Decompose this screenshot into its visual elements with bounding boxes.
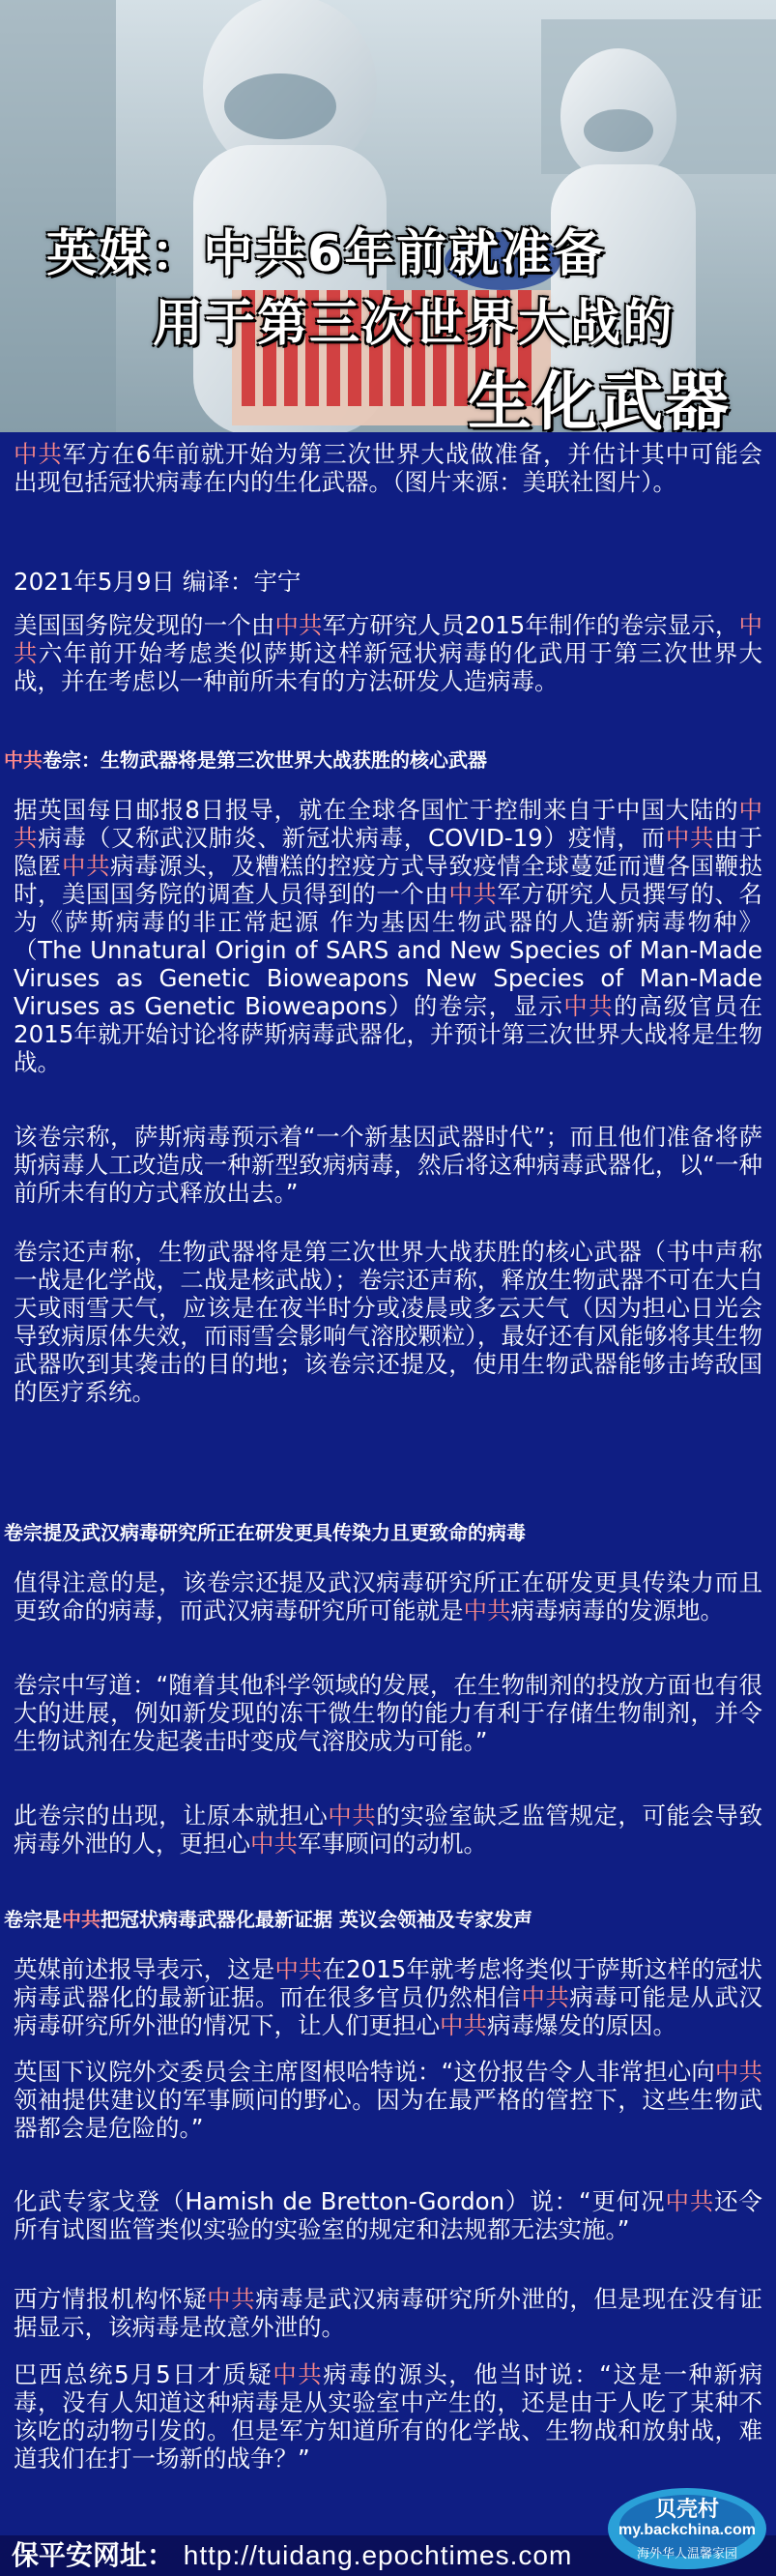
byline: 2021年5月9日 编译：宇宁 — [14, 568, 302, 596]
highlight-term: 中共 — [463, 1596, 511, 1625]
logo-text-url: my.backchina.com — [618, 2522, 756, 2538]
highlight-term: 中共 — [448, 880, 498, 908]
footer-label: 保平安网址： — [12, 2539, 175, 2571]
highlight-term: 中共 — [274, 611, 323, 639]
hero-title-line2: 用于第三次世界大战的 — [153, 295, 675, 353]
backchina-logo — [605, 2485, 769, 2572]
article-paragraph: 据英国每日邮报8日报导，就在全球各国忙于控制来自于中国大陆的中共病毒（又称武汉肺炎、新冠状病毒，COVID-19）疫情，而中共由于隐匿中共病毒源头，及糟糕的控疫方式导致疫情全球蔓延而遭各国鞭挞时，美国国务院的调查人员得到的一个由中共军方研究人员撰写的、名为《萨斯病毒的非正常起源 作为基因生物武器的人造新病毒物种》（The Unnatural Origin of SARS and New Species of Man-Made Viruses as Genetic Bioweapons New Species of Man-Made Viruses as Genetic Bioweapons）的卷宗，显示中共的高级官员在2015年就开始讨论将萨斯病毒武器化，并预计第三次世界大战将是生物战。 — [14, 796, 763, 1076]
article-paragraph: 化武专家戈登（Hamish de Bretton-Gordon）说：“更何况中共还令所有试图监管类似实验的实验室的规定和法规都无法实施。” — [14, 2187, 763, 2243]
hero-title-line3: 生化武器 — [468, 365, 731, 432]
article-paragraph: 巴西总统5月5日才质疑中共病毒的源头，他当时说：“这是一种新病毒，没有人知道这种病毒是从实验室中产生的，还是由于人吃了某种不该吃的动物引发的。但是军方知道所有的化学战、生物战和放射战，难道我们在打一场新的战争？” — [14, 2360, 762, 2473]
highlight-term: 中共 — [250, 1830, 298, 1858]
section-heading-2: 卷宗提及武汉病毒研究所正在研发更具传染力且更致命的病毒 — [4, 1521, 526, 1544]
image-caption: 中共军方在6年前就开始为第三次世界大战做准备，并估计其中可能会出现包括冠状病毒在内的生化武器。（图片来源：美联社图片）。 — [14, 440, 763, 496]
article-paragraph: 英媒前述报导表示，这是中共在2015年就考虑将类似于萨斯这样的冠状病毒武器化的最新证据。而在很多官员仍然相信中共病毒可能是从武汉病毒研究所外泄的情况下，让人们更担心中共病毒爆发的原因。 — [14, 1955, 763, 2039]
article-paragraph: 卷宗还声称，生物武器将是第三次世界大战获胜的核心武器（书中声称一战是化学战，二战是核武战）；卷宗还声称，释放生物武器不可在大白天或雨雪天气，应该是在夜半时分或凌晨或多云天气（因为担心日光会导致病原体失效，而雨雪会影响气溶胶颗粒），最好还有风能够将其生物武器吹到其袭击的目的地；该卷宗还提及，使用生物武器能够击垮敌国的医疗系统。 — [14, 1238, 762, 1406]
article-paragraph: 该卷宗称，萨斯病毒预示着“一个新基因武器时代”；而且他们准备将萨斯病毒人工改造成一种新型致病病毒，然后将这种病毒武器化，以“一种前所未有的方式释放出去。” — [14, 1123, 762, 1207]
highlight-term: 中共 — [328, 1801, 377, 1830]
footer-url-link[interactable]: http://tuidang.epochtimes.com — [183, 2540, 573, 2570]
highlight-term: 中共 — [4, 748, 43, 772]
article-paragraph: 英国下议院外交委员会主席图根哈特说：“这份报告令人非常担心向中共领袖提供建议的军事顾问的野心。因为在最严格的管控下，这些生物武器都会是危险的。” — [14, 2058, 762, 2142]
article-paragraph: 卷宗中写道：“随着其他科学领域的发展，在生物制剂的投放方面也有很大的进展，例如新发现的冻干微生物的能力有利于存储生物制剂，并令生物试剂在发起袭击时变成气溶胶成为可能。” — [14, 1671, 762, 1755]
article-paragraph: 此卷宗的出现，让原本就担心中共的实验室缺乏监管规定，可能会导致病毒外泄的人，更担心中共军事顾问的动机。 — [14, 1801, 763, 1858]
highlight-term: 中共 — [14, 796, 762, 852]
highlight-term: 中共 — [274, 1955, 323, 1983]
highlight-term: 中共 — [207, 2285, 256, 2313]
highlight-term: 中共 — [440, 2011, 487, 2039]
hero-image — [0, 0, 776, 432]
hero-title-line1: 英媒：中共6年前就准备 — [46, 225, 606, 283]
intro-paragraph: 美国国务院发现的一个由中共军方研究人员2015年制作的卷宗显示，中共六年前开始考虑类似萨斯这样新冠状病毒的化武用于第三次世界大战，并在考虑以一种前所未有的方法研发人造病毒。 — [14, 611, 763, 695]
highlight-term: 中共 — [714, 2058, 762, 2086]
highlight-term: 中共 — [665, 2187, 715, 2215]
highlight-term: 中共 — [665, 824, 715, 852]
article-paragraph: 值得注意的是，该卷宗还提及武汉病毒研究所正在研发更具传染力而且更致命的病毒，而武汉病毒研究所可能就是中共病毒病毒的发源地。 — [14, 1568, 762, 1625]
highlight-term: 中共 — [563, 992, 615, 1020]
article-paragraph: 西方情报机构怀疑中共病毒是武汉病毒研究所外泄的，但是现在没有证据显示，该病毒是故意外泄的。 — [14, 2285, 763, 2341]
section-heading-1: 中共卷宗：生物武器将是第三次世界大战获胜的核心武器 — [4, 748, 487, 772]
highlight-term: 中共 — [14, 440, 63, 468]
section-heading-3: 卷宗是中共把冠状病毒武器化最新证据 英议会领袖及专家发声 — [4, 1908, 532, 1931]
highlight-term: 中共 — [273, 2360, 324, 2388]
highlight-term: 中共 — [62, 1908, 101, 1931]
logo-text-cn: 贝壳村 — [654, 2498, 719, 2522]
highlight-term: 中共 — [14, 611, 762, 667]
highlight-term: 中共 — [521, 1983, 570, 2011]
logo-text-slogan: 海外华人温馨家园 — [636, 2547, 737, 2561]
footer-text — [12, 2539, 572, 2572]
highlight-term: 中共 — [62, 852, 111, 880]
